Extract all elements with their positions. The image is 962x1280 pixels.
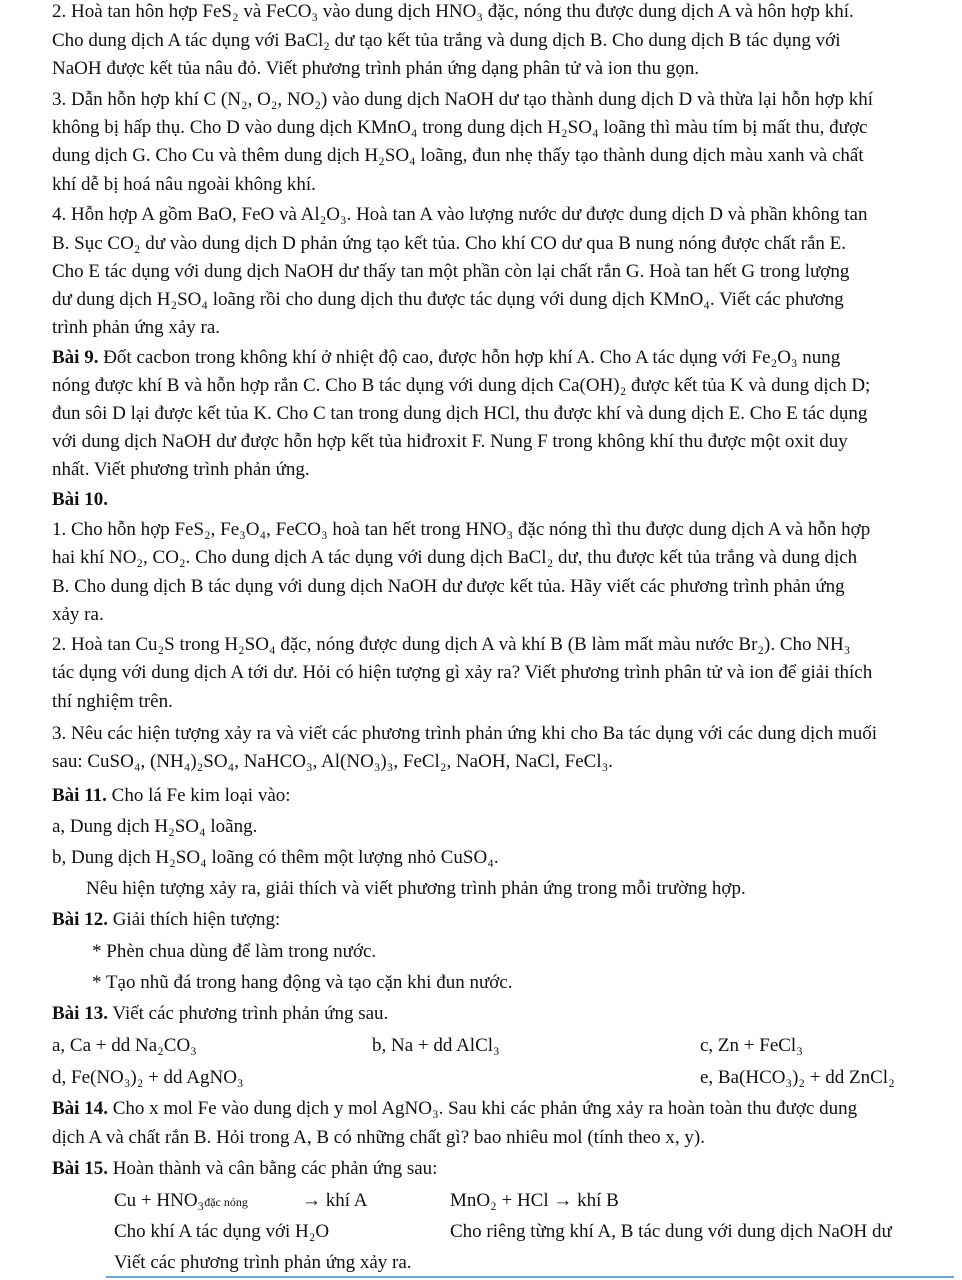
bai13-a: a, Ca + dd Na₂CO₃ [52,1035,197,1056]
text-line: dung dịch G. Cho Cu và thêm dung dịch H₂SO₄ loãng, đun nhẹ thấy tạo thành dung dịch màu xanh và chất [52,145,864,166]
bai15-r2-left: Cho khí A tác dụng với H₂O [114,1221,330,1242]
text-line: 3. Nêu các hiện tượng xảy ra và viết các phương trình phản ứng khi cho Ba tác dụng với các dung dịch muối [52,723,878,744]
text-line: nhất. Viết phương trình phản ứng. [52,459,310,480]
text-line: 3. Dẫn hỗn hợp khí C (N₂, O₂, NO₂) vào dung dịch NaOH dư tạo thành dung dịch D và thừa lại hỗn hợp khí [52,89,873,110]
bai15-r1-left: Cu + HNO₃ [114,1190,205,1211]
text-line: tác dụng với dung dịch A tới dư. Hỏi có hiện tượng gì xảy ra? Viết phương trình phân tử và ion để giải thích [52,662,873,683]
bai11-heading [52,784,954,808]
text-line: 1. Cho hỗn hợp FeS₂, Fe₃O₄, FeCO₃ hoà tan hết trong HNO₃ đặc nóng thì thu được dung dịch A và hỗn hợp [52,519,871,540]
text-line: b, Dung dịch H₂SO₄ loãng có thêm một lượng nhỏ CuSO₄. [52,847,499,868]
text-line: với dung dịch NaOH dư được hỗn hợp kết tủa hiđroxit F. Nung F trong không khí thu được một oxit duy [52,431,848,452]
text-line: * Phèn chua dùng để làm trong nước. [92,941,377,962]
text-line: a, Dung dịch H₂SO₄ loãng. [52,816,258,837]
bai15-r1-sub: đặc nóng [204,1195,248,1209]
text-line: Cho E tác dụng với dung dịch NaOH dư thấy tan một phần còn lại chất rắn G. Hoà tan hết G trong lượng [52,261,850,282]
bai9-label: Bài 9. [52,347,99,368]
text-line: Nêu hiện tượng xảy ra, giải thích và viết phương trình phản ứng trong mỗi trường hợp. [86,878,746,899]
bai14-label: Bài 14. [52,1098,108,1119]
text-line: Hoàn thành và cân bằng các phản ứng sau: [107,1158,438,1179]
text-line: B. Sục CO₂ dư vào dung dịch D phản ứng tạo kết tủa. Cho khí CO dư qua B nung nóng được chất rắn E. [52,233,847,254]
text-line: Cho dung dịch A tác dụng với BaCl₂ dư tạo kết tủa trắng và dung dịch B. Cho dung dịch B tác dụng với [52,30,841,51]
bai15-r2-right: Cho riêng từng khí A, B tác dung với dung dịch NaOH dư [450,1221,892,1242]
text-line: xảy ra. [52,604,104,625]
bottom-divider [106,1276,954,1278]
text-line: Đốt cacbon trong không khí ở nhiệt độ cao, được hỗn hợp khí A. Cho A tác dụng với Fe₂O₃ nung [98,347,841,368]
bai13-heading [52,1002,954,1026]
text-line: Cho lá Fe kim loại vào: [106,785,291,806]
bai12-label: Bài 12. [52,909,108,930]
bai15-reaction-1 [114,1189,248,1214]
bai10-heading [52,488,954,512]
text-line: dư dung dịch H₂SO₄ loãng rồi cho dung dịch thu được tác dụng với dung dịch KMnO₄. Viết các phương [52,289,844,310]
bai13-c: c, Zn + FeCl₃ [700,1035,803,1056]
bai12-heading [52,908,954,932]
text-line: NaOH được kết tủa nâu đỏ. Viết phương trình phản ứng dạng phân tử và ion thu gọn. [52,58,700,79]
text-line: 2. Hoà tan hôn hợp FeS₂ và FeCO₃ vào dung dịch HNO₃ đặc, nóng thu được dung dịch A và hôn hợp khí. [52,1,854,22]
text-line: sau: CuSO₄, (NH₄)₂SO₄, NaHCO₃, Al(NO₃)₃, FeCl₂, NaOH, NaCl, FeCl₃. [52,751,613,772]
bai15-r1-right: MnO₂ + HCl → khí B [450,1190,619,1211]
bai14-heading [52,1097,954,1121]
bai11-label: Bài 11. [52,785,107,806]
text-line: đun sôi D lại được kết tủa K. Cho C tan trong dung dịch HCl, thu được khí và dung dịch E. Cho E tác dụng [52,403,868,424]
text-line: Viết các phương trình phản ứng sau. [107,1003,389,1024]
bai13-b: b, Na + dd AlCl₃ [372,1035,500,1056]
bai13-label: Bài 13. [52,1003,108,1024]
text-line: dịch A và chất rắn B. Hỏi trong A, B có những chất gì? bao nhiêu mol (tính theo x, y). [52,1127,706,1148]
bai13-e: e, Ba(HCO₃)₂ + dd ZnCl₂ [700,1067,895,1088]
bai9-heading [52,346,954,370]
bai15-r3: Viết các phương trình phản ứng xảy ra. [114,1252,412,1273]
bai15-r1-arrow: → khí A [302,1190,368,1211]
bai10-label: Bài 10. [52,489,108,510]
bai13-d: d, Fe(NO₃)₂ + dd AgNO₃ [52,1067,244,1088]
text-line: Cho x mol Fe vào dung dịch y mol AgNO₃. Sau khi các phản ứng xảy ra hoàn toàn thu được dung [107,1098,858,1119]
bai15-label: Bài 15. [52,1158,108,1179]
text-line: * Tạo nhũ đá trong hang động và tạo cặn khi đun nước. [92,972,513,993]
text-line: hai khí NO₂, CO₂. Cho dung dịch A tác dụng với dung dịch BaCl₂ dư, thu được kết tủa trắng và dung dịch [52,547,858,568]
text-line: nóng được khí B và hỗn hợp rắn C. Cho B tác dụng với dung dịch Ca(OH)₂ được kết tủa K và dung dịch D; [52,375,871,396]
text-line: 2. Hoà tan Cu₂S trong H₂SO₄ đặc, nóng được dung dịch A và khí B (B làm mất màu nước Br₂). Cho NH₃ [52,634,851,655]
bai15-heading [52,1157,954,1181]
text-line: Giải thích hiện tượng: [107,909,281,930]
text-line: không bị hấp thụ. Cho D vào dung dịch KMnO₄ trong dung dịch H₂SO₄ loãng thì màu tím bị mất thu, được [52,117,868,138]
text-line: thí nghiệm trên. [52,691,173,712]
text-line: 4. Hỗn hợp A gồm BaO, FeO và Al₂O₃. Hoà tan A vào lượng nước dư được dung dịch D và phần không tan [52,204,868,225]
text-line: B. Cho dung dịch B tác dụng với dung dịch NaOH dư được kết tủa. Hãy viết các phương trình phản ứng [52,576,845,597]
text-line: trình phản ứng xảy ra. [52,317,221,338]
text-line: khí dễ bị hoá nâu ngoài không khí. [52,174,316,195]
